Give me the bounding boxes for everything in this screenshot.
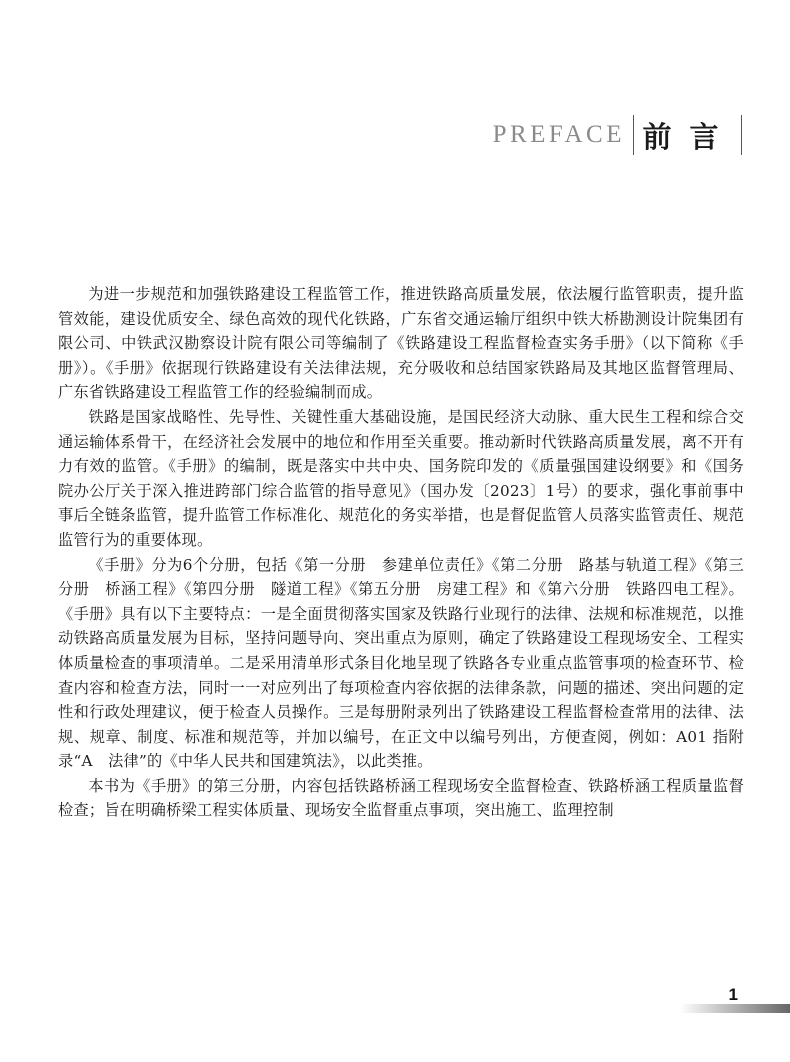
title-end-bar <box>741 115 743 155</box>
paragraph-3: 《手册》分为6个分册，包括《第一分册 参建单位责任》《第二分册 路基与轨道工程》《第三分册 桥涵工程》《第四分册 隧道工程》《第五分册 房建工程》和《第六分册 铁路四电工程》。《手册》具有以下主要特点：一是全面贯彻落实国家及铁路行业现行的法律、法规和标准规范，以推动铁路高质量发展为目标，坚持问题导向、突出重点为原则，确定了铁路建设工程现场安全、工程实体质量检查的事项清单。二是采用清单形式条目化地呈现了铁路各专业重点监管事项的检查环节、检查内容和检查方法，同时一一对应列出了每项检查内容依据的法律条款，问题的描述、突出问题的定性和行政处理建议，便于检查人员操作。三是每册附录列出了铁路建设工程监督检查常用的法律、法规、规章、制度、标准和规范等，并加以编号，在正文中以编号列出，方便查阅，例如：A01 指附录“A 法律”的《中华人民共和国建筑法》，以此类推。 <box>58 555 744 771</box>
preface-title-en: PREFACE <box>492 121 625 148</box>
page-edge-strip <box>680 1004 790 1013</box>
preface-body <box>58 282 744 823</box>
page-header <box>493 114 742 156</box>
paragraph-2: 铁路是国家战略性、先导性、关键性重大基础设施，是国民经济大动脉、重大民生工程和综合交通运输体系骨干，在经济社会发展中的地位和作用至关重要。推动新时代铁路高质量发展，离不开有力有效的监管。《手册》的编制，既是落实中共中央、国务院印发的《质量强国建设纲要》和《国务院办公厅关于深入推进跨部门综合监管的指导意见》（国办发〔2023〕1号）的要求，强化事前事中事后全链条监管，提升监管工作标准化、规范化的务实举措，也是督促监管人员落实监管责任、规范监管行为的重要体现。 <box>58 407 744 549</box>
paragraph-4: 本书为《手册》的第三分册，内容包括铁路桥涵工程现场安全监督检查、铁路桥涵工程质量监督检查；旨在明确桥梁工程实体质量、现场安全监督重点事项，突出施工、监理控制 <box>58 776 744 820</box>
paragraph-1: 为进一步规范和加强铁路建设工程监管工作，推进铁路高质量发展，依法履行监管职责，提升监管效能，建设优质安全、绿色高效的现代化铁路，广东省交通运输厅组织中铁大桥勘测设计院集团有限公司、中铁武汉勘察设计院有限公司等编制了《铁路建设工程监督检查实务手册》（以下简称《手册》）。《手册》依据现行铁路建设有关法律法规，充分吸收和总结国家铁路局及其地区监督管理局、广东省铁路建设工程监管工作的经验编制而成。 <box>58 285 744 402</box>
preface-title-zh: 前言 <box>642 119 737 154</box>
page-number: 1 <box>728 985 738 1004</box>
